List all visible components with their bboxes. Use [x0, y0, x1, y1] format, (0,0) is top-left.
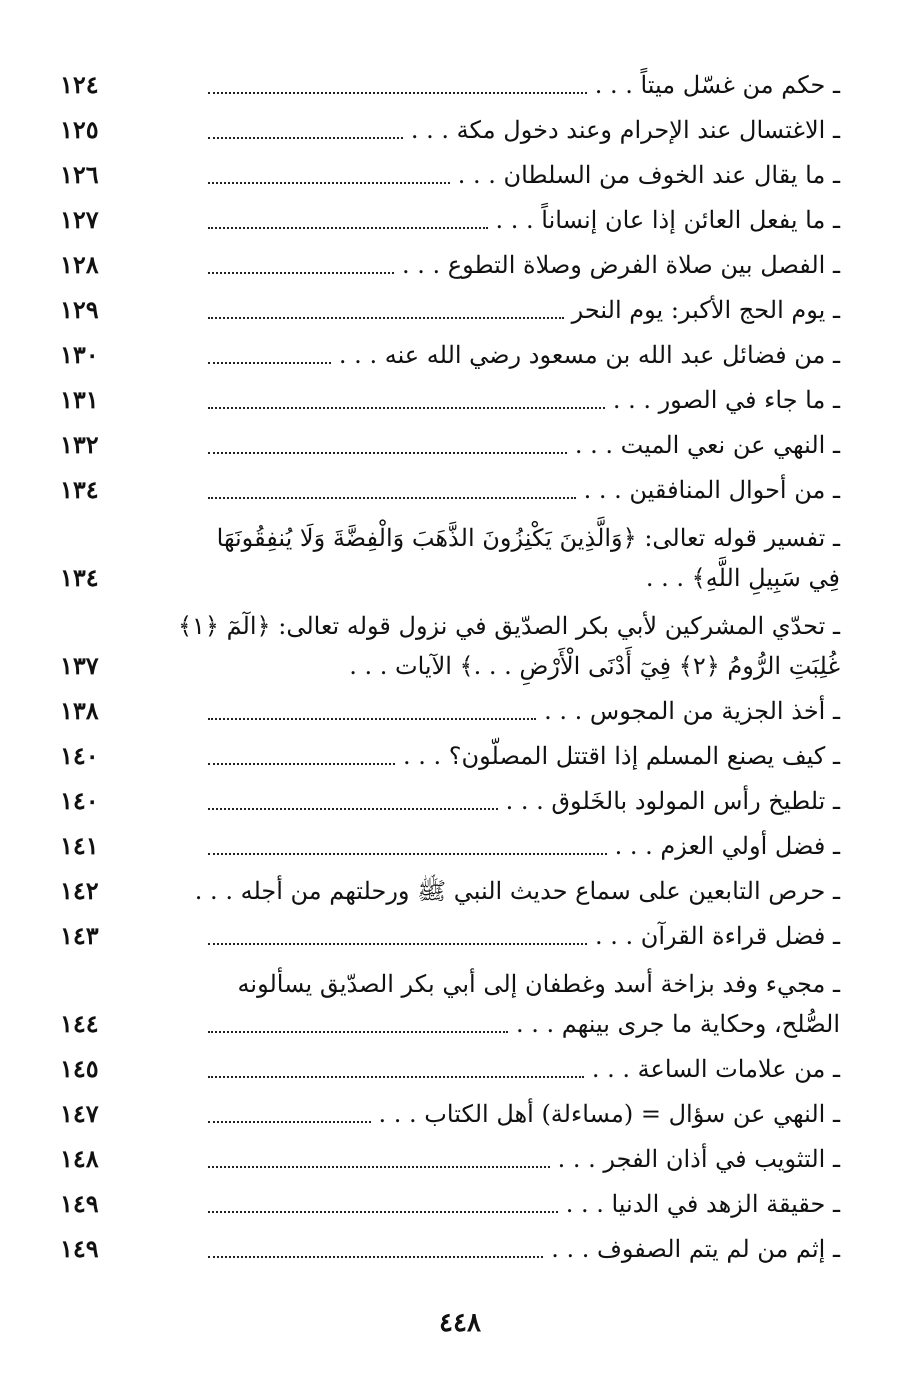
toc-entry-line — [200, 380, 840, 420]
toc-entry-line — [200, 335, 840, 375]
dot-leader — [208, 853, 607, 855]
toc-entry-title — [200, 1184, 840, 1224]
dot-leader — [208, 362, 331, 364]
toc-entry-title — [200, 335, 840, 375]
page-ref: ١٤٩ — [60, 1189, 99, 1218]
toc-entry-text: ـ يوم الحج الأكبر: يوم النحر — [571, 296, 840, 324]
toc-entry-page-number — [60, 155, 200, 195]
page-ref: ١٤٠ — [60, 786, 99, 815]
toc-entry-page-number — [60, 65, 200, 105]
toc-entry-line — [200, 425, 840, 465]
toc-entry-text: الصُّلح، وحكاية ما جرى بينهم . . . — [515, 1010, 840, 1038]
toc-entry-line — [200, 110, 840, 150]
toc-entry-title — [200, 200, 840, 240]
toc-entry-page-number — [60, 826, 200, 866]
dot-leader — [208, 1076, 584, 1078]
toc-entry-line — [200, 200, 840, 240]
toc-entry-text: فِي سَبِيلِ اللَّهِ﴾ . . . — [645, 564, 840, 592]
toc-entry — [60, 420, 840, 465]
toc-entry-text: ـ أخذ الجزية من المجوس . . . — [544, 697, 840, 725]
toc-entry-page-number — [60, 1139, 200, 1179]
dot-leader — [208, 763, 395, 765]
toc-entry-line — [200, 155, 840, 195]
toc-entry-page-number — [60, 558, 200, 598]
page-ref: ١٣٤ — [60, 563, 99, 592]
toc-entry-page-number — [60, 916, 200, 956]
toc-entry — [60, 60, 840, 105]
page-ref: ١٤٠ — [60, 741, 99, 770]
page-ref: ١٤٩ — [60, 1234, 99, 1263]
page-ref: ١٤٥ — [60, 1054, 99, 1083]
toc-entry-page-number — [60, 380, 200, 420]
toc-entry-line — [200, 916, 840, 956]
toc-entry — [60, 1224, 840, 1269]
toc-entry-text: ـ كيف يصنع المسلم إذا اقتتل المصلّون؟ . . . — [403, 742, 840, 770]
toc-entry — [60, 240, 840, 285]
toc-entry-line — [200, 826, 840, 866]
toc-entry-line — [200, 736, 840, 776]
toc-entry-line — [200, 65, 840, 105]
toc-entry-text: ـ تفسير قوله تعالى: ﴿وَالَّذِينَ يَكْنِزُونَ الذَّهَبَ وَالْفِضَّةَ وَلَا يُنفِقُونَهَا — [216, 524, 840, 552]
toc-entry-page-number — [60, 781, 200, 821]
page-ref: ١٤٤ — [60, 1009, 99, 1038]
toc-entry-text: ـ فضل قراءة القرآن . . . — [594, 922, 840, 950]
toc-entry — [60, 1134, 840, 1179]
toc-entry — [60, 866, 840, 911]
toc-entry-line — [200, 518, 840, 558]
toc-entry-title — [194, 871, 840, 911]
toc-entry — [60, 510, 840, 598]
toc-entry-page-number — [60, 1004, 200, 1044]
toc-entry — [60, 375, 840, 420]
toc-entry-title — [200, 964, 840, 1044]
toc-entry-text: ـ من أحوال المنافقين . . . — [583, 476, 840, 504]
toc-entry-text: ـ الاغتسال عند الإحرام وعند دخول مكة . . . — [410, 116, 840, 144]
toc-entry-title — [200, 155, 840, 195]
toc-entry-title — [200, 380, 840, 420]
toc-entry — [60, 330, 840, 375]
dot-leader — [208, 1121, 371, 1123]
toc-entry-page-number — [60, 646, 200, 686]
toc-entry-title — [177, 606, 840, 686]
dot-leader — [208, 1256, 543, 1258]
dot-leader — [208, 808, 498, 810]
page-ref: ١٢٤ — [60, 70, 99, 99]
toc-entry-title — [200, 425, 840, 465]
toc-entry-page-number — [60, 871, 200, 911]
toc-entry-title — [200, 518, 840, 598]
page-ref: ١٣٧ — [60, 651, 99, 680]
page-ref: ١٢٩ — [60, 295, 99, 324]
dot-leader — [208, 1166, 550, 1168]
toc-entry-page-number — [60, 425, 200, 465]
page-ref: ١٤٧ — [60, 1099, 99, 1128]
table-of-contents — [60, 60, 840, 1269]
page-ref: ١٢٦ — [60, 160, 99, 189]
toc-entry-text: ـ تحدّي المشركين لأبي بكر الصدّيق في نزول قوله تعالى: ﴿الٓمٓ ﴿١﴾ — [177, 612, 840, 640]
dot-leader — [208, 317, 564, 319]
dot-leader — [208, 92, 587, 94]
toc-entry-page-number — [60, 290, 200, 330]
toc-entry-title — [200, 470, 840, 510]
toc-entry-page-number — [60, 1094, 200, 1134]
page-ref: ١٣١ — [60, 385, 99, 414]
dot-leader — [208, 137, 403, 139]
toc-entry-line — [200, 1139, 840, 1179]
toc-entry-title — [200, 1049, 840, 1089]
toc-entry-line — [200, 558, 840, 598]
toc-entry-line — [200, 691, 840, 731]
page-ref: ١٤٨ — [60, 1144, 99, 1173]
dot-leader — [208, 407, 605, 409]
toc-entry-title — [200, 1139, 840, 1179]
dot-leader — [208, 497, 576, 499]
toc-entry-page-number — [60, 200, 200, 240]
toc-entry-text: ـ الفصل بين صلاة الفرض وصلاة التطوع . . . — [401, 251, 840, 279]
toc-entry-page-number — [60, 110, 200, 150]
toc-entry-line — [200, 964, 840, 1004]
toc-entry-text: ـ تلطيخ رأس المولود بالخَلوق . . . — [505, 787, 840, 815]
toc-entry-text: ـ حرص التابعين على سماع حديث النبي ﷺ ورحلتهم من أجله . . . — [194, 877, 840, 905]
toc-entry-line — [200, 290, 840, 330]
toc-entry-line — [200, 646, 840, 686]
toc-entry-text: ـ ما يقال عند الخوف من السلطان . . . — [457, 161, 840, 189]
toc-entry-line — [200, 1049, 840, 1089]
toc-entry-title — [200, 1229, 840, 1269]
toc-entry-line — [177, 606, 840, 646]
toc-entry-title — [200, 916, 840, 956]
page-ref: ١٤١ — [60, 831, 99, 860]
toc-entry-page-number — [60, 736, 200, 776]
dot-leader — [208, 943, 587, 945]
toc-entry-text: غُلِبَتِ الرُّومُ ﴿٢﴾ فِيٓ أَدْنَى الْأَرْضِ . . .﴾ الآيات . . . — [349, 652, 840, 680]
toc-entry-title — [200, 1094, 840, 1134]
toc-entry — [60, 1179, 840, 1224]
toc-entry-line — [200, 1184, 840, 1224]
toc-entry — [60, 956, 840, 1044]
page-ref: ١٢٥ — [60, 115, 99, 144]
dot-leader — [208, 182, 450, 184]
toc-entry-text: ـ من علامات الساعة . . . — [591, 1055, 840, 1083]
toc-entry — [60, 686, 840, 731]
toc-entry-title — [200, 826, 840, 866]
page-ref: ١٣٤ — [60, 475, 99, 504]
page-ref: ١٣٠ — [60, 340, 99, 369]
toc-entry-page-number — [60, 1184, 200, 1224]
toc-entry — [60, 105, 840, 150]
toc-entry-text: ـ النهي عن نعي الميت . . . — [574, 431, 840, 459]
toc-entry-line — [194, 871, 840, 911]
toc-entry — [60, 598, 840, 686]
toc-entry-text: ـ ما يفعل العائن إذا عان إنساناً . . . — [495, 206, 840, 234]
toc-entry — [60, 195, 840, 240]
toc-entry-title — [200, 290, 840, 330]
dot-leader — [208, 272, 394, 274]
toc-entry-line — [200, 470, 840, 510]
page-ref: ١٢٧ — [60, 205, 99, 234]
toc-entry-page-number — [60, 335, 200, 375]
toc-entry-text: ـ التثويب في أذان الفجر . . . — [557, 1145, 840, 1173]
toc-entry-page-number — [60, 470, 200, 510]
dot-leader — [208, 452, 567, 454]
toc-entry-text: ـ حكم من غسّل ميتاً . . . — [594, 71, 840, 99]
toc-entry-title — [200, 245, 840, 285]
toc-entry-page-number — [60, 1049, 200, 1089]
toc-entry-text: ـ ما جاء في الصور . . . — [612, 386, 840, 414]
toc-entry-line — [200, 1004, 840, 1044]
dot-leader — [208, 718, 536, 720]
page-ref: ١٤٣ — [60, 921, 99, 950]
toc-entry-text: ـ حقيقة الزهد في الدنيا . . . — [565, 1190, 840, 1218]
toc-entry-page-number — [60, 1229, 200, 1269]
toc-entry — [60, 731, 840, 776]
dot-leader — [208, 1211, 558, 1213]
toc-entry-line — [200, 245, 840, 285]
toc-entry — [60, 911, 840, 956]
toc-entry — [60, 150, 840, 195]
toc-entry-title — [200, 110, 840, 150]
page-ref: ١٢٨ — [60, 250, 99, 279]
toc-entry-title — [200, 736, 840, 776]
toc-entry — [60, 776, 840, 821]
toc-entry-text: ـ النهي عن سؤال = (مساءلة) أهل الكتاب . . . — [378, 1100, 840, 1128]
toc-entry-text: ـ إثم من لم يتم الصفوف . . . — [551, 1235, 840, 1263]
page-number: ٤٤٨ — [439, 1308, 481, 1338]
toc-entry-line — [200, 1094, 840, 1134]
toc-entry — [60, 285, 840, 330]
toc-entry-text: ـ من فضائل عبد الله بن مسعود رضي الله عنه . . . — [338, 341, 840, 369]
toc-entry-line — [200, 1229, 840, 1269]
toc-entry — [60, 1089, 840, 1134]
toc-entry-line — [200, 781, 840, 821]
toc-entry-text: ـ مجيء وفد بزاخة أسد وغطفان إلى أبي بكر الصدّيق يسألونه — [237, 970, 840, 998]
page-ref: ١٣٢ — [60, 430, 99, 459]
toc-entry — [60, 465, 840, 510]
page-ref: ١٣٨ — [60, 696, 99, 725]
dot-leader — [208, 227, 488, 229]
toc-entry-title — [200, 691, 840, 731]
toc-entry-title — [200, 65, 840, 105]
dot-leader — [208, 1031, 508, 1033]
page-ref: ١٤٢ — [60, 876, 99, 905]
toc-entry-page-number — [60, 245, 200, 285]
toc-entry — [60, 1044, 840, 1089]
toc-entry-page-number — [60, 691, 200, 731]
toc-entry — [60, 821, 840, 866]
toc-entry-title — [200, 781, 840, 821]
toc-entry-text: ـ فضل أولي العزم . . . — [614, 832, 840, 860]
